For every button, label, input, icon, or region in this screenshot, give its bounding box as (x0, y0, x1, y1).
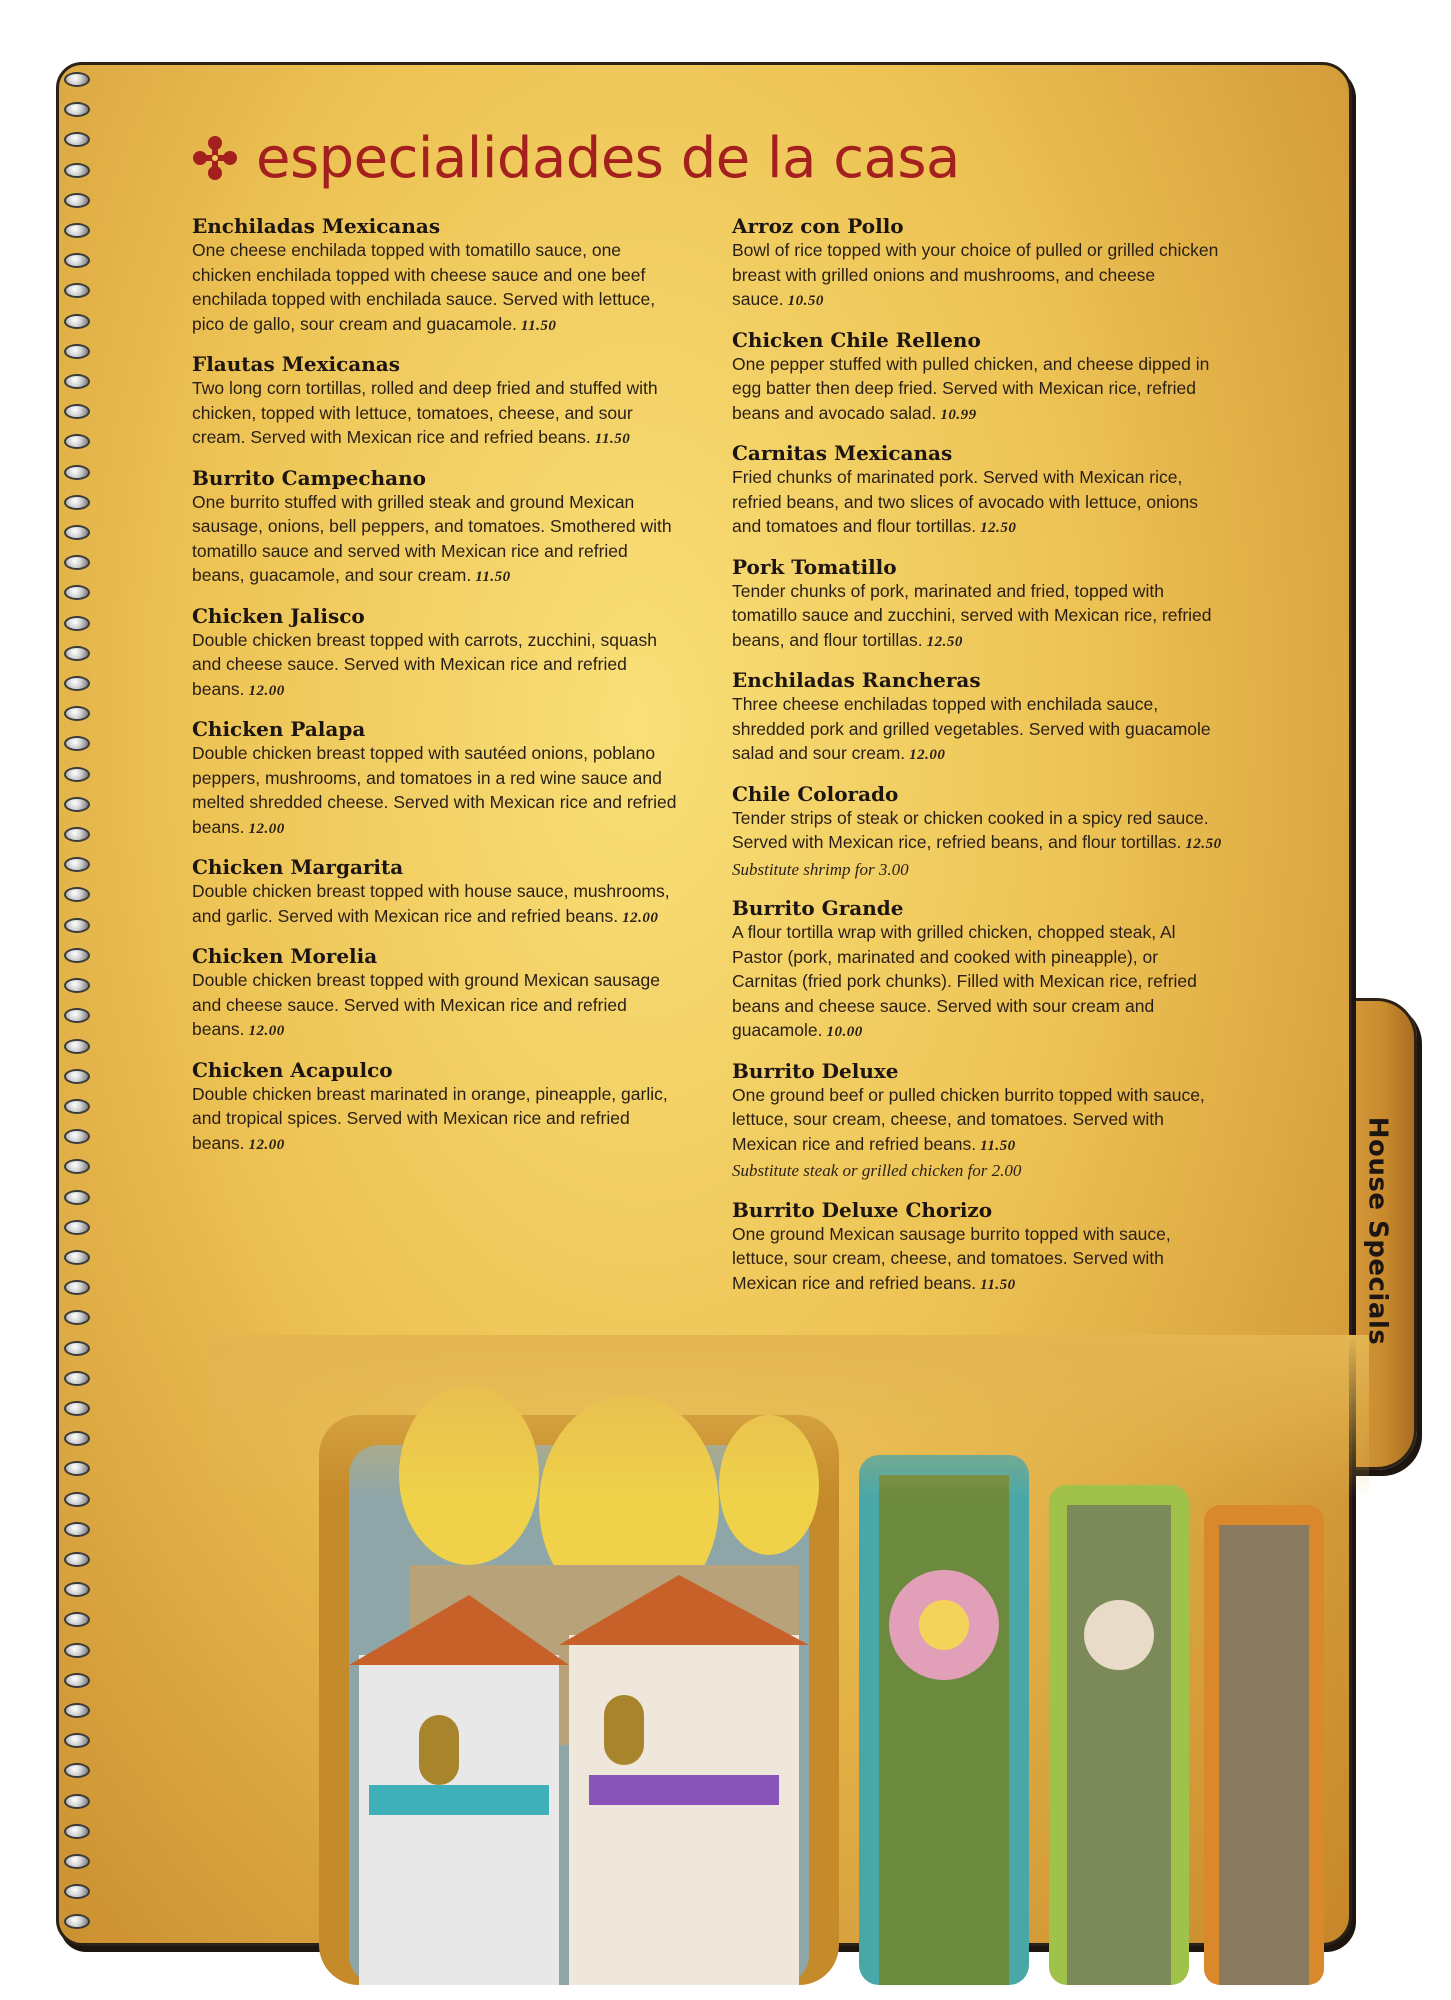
item-description: Two long corn tortillas, rolled and deep fried and stuffed with chicken, topped with lettuce, tomatoes, cheese, and sour cream. Served with Mexican rice and refried beans. 11.50 (192, 378, 658, 447)
item-name: Pork Tomatillo (732, 554, 897, 579)
tab-label-text: House Specials (1362, 1116, 1392, 1346)
spiral-ring (64, 1643, 90, 1658)
menu-item (732, 214, 1224, 314)
item-description: Fried chunks of marinated pork. Served with Mexican rice, refried beans, and two slices of avocado with lettuce, onions and tomatoes and flour tortillas. 12.50 (732, 467, 1198, 536)
item-price: 12.00 (248, 1023, 285, 1039)
item-description: One burrito stuffed with grilled steak and ground Mexican sausage, onions, bell peppers, and tomatoes. Smothered with tomatillo sauce and served with Mexican rice and refried beans, guacamole, and sour cream. 11.50 (192, 491, 672, 585)
spiral-ring (64, 585, 90, 600)
spiral-ring (64, 1008, 90, 1023)
menu-item (732, 555, 1224, 655)
spiral-ring (64, 1220, 90, 1235)
item-price: 10.50 (787, 293, 824, 309)
spiral-ring (64, 525, 90, 540)
spiral-ring (64, 767, 90, 782)
menu-column-right (732, 214, 1224, 1311)
item-description: Double chicken breast marinated in orange, pineapple, garlic, and tropical spices. Served with Mexican rice and refried beans. 12.00 (192, 1083, 668, 1153)
item-name: Chicken Palapa (192, 717, 366, 741)
spiral-binding (64, 72, 98, 1930)
menu-item (732, 1059, 1224, 1184)
item-description: Double chicken breast topped with ground Mexican sausage and cheese sauce. Served with Mexican rice and refried beans. 12.00 (192, 970, 660, 1039)
item-name: Enchiladas Mexicanas (192, 214, 441, 238)
menu-item (732, 782, 1224, 883)
spiral-ring (64, 1733, 90, 1748)
item-description: One ground beef or pulled chicken burrito topped with sauce, lettuce, sour cream, cheese, and tomatoes. Served with Mexican rice and refried beans. 11.50 Substitute steak or grilled chicken for 2.00 (732, 1084, 1205, 1180)
item-name: Burrito Campechano (192, 465, 426, 490)
spiral-ring (64, 1371, 90, 1386)
spiral-ring (64, 1250, 90, 1265)
item-price: 11.50 (980, 1137, 1016, 1154)
spiral-ring (64, 1673, 90, 1688)
item-name: Carnitas Mexicanas (732, 441, 953, 465)
menu-item (192, 214, 682, 338)
spiral-ring (64, 193, 90, 208)
item-description: Tender strips of steak or chicken cooked in a spicy red sauce. Served with Mexican rice, refried beans, and flour tortillas. 12.50 Substitute shrimp for 3.00 (732, 807, 1222, 879)
menu-item (192, 944, 682, 1044)
item-name: Chicken Chile Relleno (732, 327, 981, 352)
spiral-ring (64, 1582, 90, 1597)
spiral-ring (64, 1612, 90, 1627)
menu-item (192, 717, 682, 841)
item-description: One cheese enchilada topped with tomatillo sauce, one chicken enchilada topped with cheese sauce and one beef enchilada topped with enchilada sauce. Served with lettuce, pico de gallo, sour cream and guacamole. 11.50 (192, 240, 656, 334)
menu-item (192, 466, 682, 590)
spiral-ring (64, 1190, 90, 1205)
spiral-ring (64, 1039, 90, 1054)
item-price: 12.50 (1185, 836, 1222, 852)
menu-item (732, 1198, 1224, 1298)
item-price: 12.50 (980, 520, 1017, 536)
spiral-ring (64, 72, 90, 87)
item-name: Burrito Deluxe (732, 1058, 899, 1083)
spiral-ring (64, 1552, 90, 1567)
item-description: Three cheese enchiladas topped with enchilada sauce, shredded pork and grilled vegetables. Served with guacamole salad and sour cream. 12.00 (732, 694, 1211, 763)
spiral-ring (64, 374, 90, 389)
item-note: Substitute steak or grilled chicken for 2.00 (732, 1161, 1022, 1180)
spiral-ring (64, 1310, 90, 1325)
tab-label[interactable] (1340, 998, 1414, 1464)
item-description: Double chicken breast topped with house sauce, mushrooms, and garlic. Served with Mexican rice and refried beans. 12.00 (192, 881, 670, 926)
spiral-ring (64, 163, 90, 178)
item-description: Tender chunks of pork, marinated and fried, topped with tomatillo sauce and zucchini, served with Mexican rice, refried beans, and flour tortillas. 12.50 (732, 580, 1212, 650)
item-name: Chicken Jalisco (192, 603, 365, 628)
item-name: Arroz con Pollo (732, 214, 904, 238)
spiral-ring (64, 1703, 90, 1718)
item-price: 12.00 (622, 909, 659, 926)
spiral-ring (64, 1492, 90, 1507)
spiral-ring (64, 1824, 90, 1839)
item-price: 11.50 (520, 317, 557, 334)
spiral-ring (64, 102, 90, 117)
item-name: Burrito Grande (732, 896, 904, 920)
spiral-ring (64, 1914, 90, 1929)
spiral-ring (64, 1794, 90, 1809)
item-price: 10.99 (940, 406, 977, 423)
spiral-ring (64, 887, 90, 902)
spiral-ring (64, 736, 90, 751)
item-price: 12.00 (248, 1136, 285, 1153)
menu-item (192, 352, 682, 452)
spiral-ring (64, 857, 90, 872)
item-name: Chile Colorado (732, 781, 899, 806)
spiral-ring (64, 223, 90, 238)
item-price: 12.00 (248, 820, 285, 837)
item-name: Chicken Margarita (192, 855, 404, 879)
spiral-ring (64, 1099, 90, 1114)
title-text: especialidades de la casa (256, 125, 960, 191)
item-price: 12.00 (909, 747, 946, 763)
item-note: Substitute shrimp for 3.00 (732, 859, 909, 879)
spiral-ring (64, 646, 90, 661)
spiral-ring (64, 465, 90, 480)
menu-item (192, 1058, 682, 1158)
item-description: Bowl of rice topped with your choice of pulled or grilled chicken breast with grilled onions and mushrooms, and cheese sauce. 10.50 (732, 240, 1219, 309)
spiral-ring (64, 283, 90, 298)
spiral-ring (64, 676, 90, 691)
item-description: One pepper stuffed with pulled chicken, and cheese dipped in egg batter then deep fried. Served with Mexican rice, refried beans and avocado salad. 10.99 (732, 353, 1210, 423)
spiral-ring (64, 344, 90, 359)
spiral-ring (64, 827, 90, 842)
spiral-ring (64, 1341, 90, 1356)
spiral-ring (64, 1854, 90, 1869)
spiral-ring (64, 1461, 90, 1476)
spiral-ring (64, 1763, 90, 1778)
item-description: Double chicken breast topped with sautéed onions, poblano peppers, mushrooms, and tomatoes in a red wine sauce and melted shredded cheese. Served with Mexican rice and refried beans. 12.00 (192, 743, 677, 837)
menu-column-left (192, 214, 682, 1171)
spiral-ring (64, 616, 90, 631)
spiral-ring (64, 404, 90, 419)
spiral-ring (64, 948, 90, 963)
menu-item (192, 604, 682, 704)
item-name: Chicken Morelia (192, 944, 378, 968)
spiral-ring (64, 495, 90, 510)
item-description: Double chicken breast topped with carrots, zucchini, squash and cheese sauce. Served with Mexican rice and refried beans. 12.00 (192, 629, 657, 699)
spiral-ring (64, 1129, 90, 1144)
item-price: 11.50 (475, 569, 511, 585)
menu-item (732, 441, 1224, 541)
item-price: 11.50 (980, 1276, 1016, 1293)
page-title (190, 118, 960, 198)
spiral-ring (64, 434, 90, 449)
spiral-ring (64, 132, 90, 147)
spiral-ring (64, 1884, 90, 1899)
painted-chairs-illustration (209, 1335, 1369, 1985)
spiral-ring (64, 918, 90, 933)
menu-item (732, 328, 1224, 428)
spiral-ring (64, 1431, 90, 1446)
spiral-ring (64, 797, 90, 812)
item-price: 12.50 (926, 633, 963, 650)
item-price: 12.00 (248, 682, 285, 699)
item-name: Burrito Deluxe Chorizo (732, 1197, 993, 1222)
spiral-ring (64, 555, 90, 570)
item-price: 11.50 (594, 431, 631, 447)
item-name: Chicken Acapulco (192, 1057, 393, 1082)
spiral-ring (64, 1522, 90, 1537)
item-name: Flautas Mexicanas (192, 352, 400, 376)
menu-item (732, 668, 1224, 768)
item-description: One ground Mexican sausage burrito topped with sauce, lettuce, sour cream, cheese, and tomatoes. Served with Mexican rice and refried beans. 11.50 (732, 1223, 1171, 1293)
spiral-ring (64, 1401, 90, 1416)
spiral-ring (64, 978, 90, 993)
spiral-ring (64, 706, 90, 721)
cross-ornament-icon (190, 133, 240, 183)
spiral-ring (64, 253, 90, 268)
item-price: 10.00 (826, 1024, 863, 1040)
spiral-ring (64, 314, 90, 329)
spiral-ring (64, 1069, 90, 1084)
spiral-ring (64, 1280, 90, 1295)
item-description: A flour tortilla wrap with grilled chicken, chopped steak, Al Pastor (pork, marinated and cooked with pineapple), or Carnitas (fried pork chunks). Filled with Mexican rice, refried beans and cheese sauce. Served with sour cream and guacamole. 10.00 (732, 922, 1197, 1040)
menu-item (192, 855, 682, 930)
item-name: Enchiladas Rancheras (732, 668, 981, 692)
spiral-ring (64, 1159, 90, 1174)
menu-item (732, 896, 1224, 1045)
